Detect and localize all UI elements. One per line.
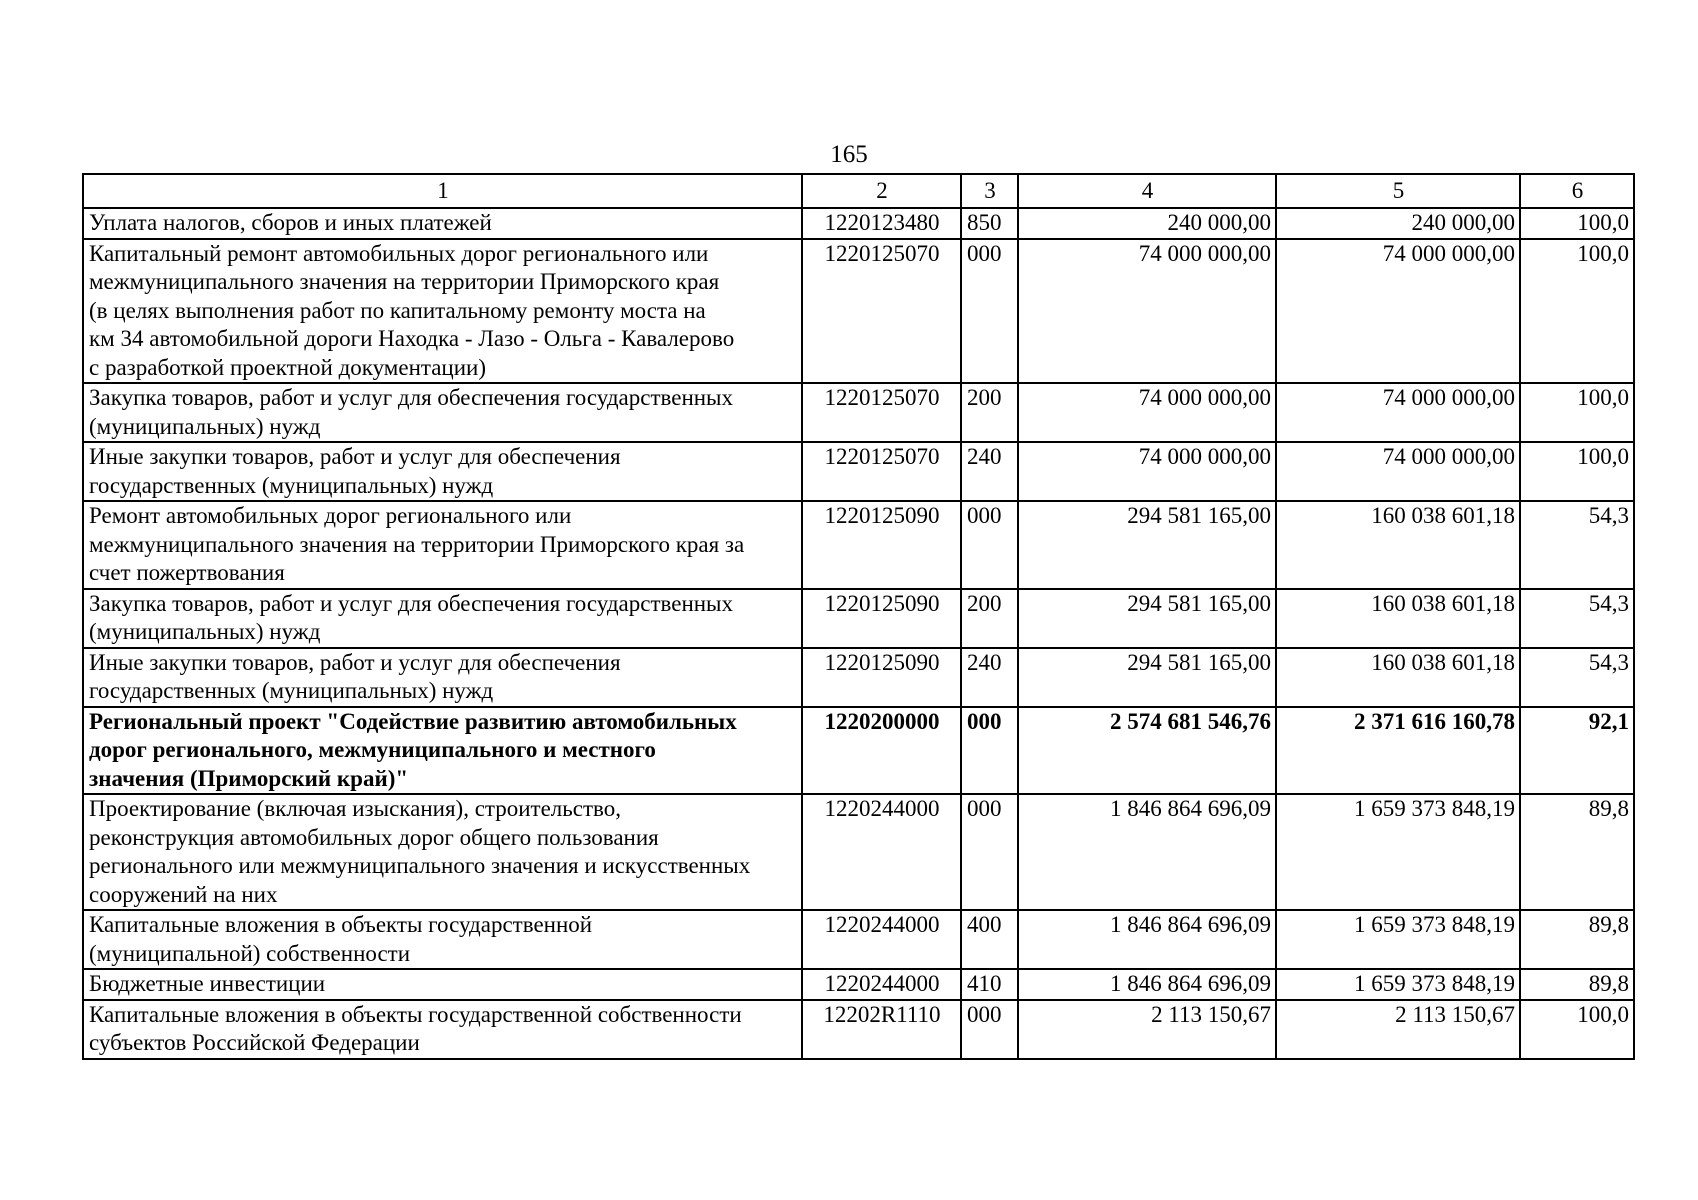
- row-kvr-cell: 410: [961, 969, 1018, 1000]
- row-percent-cell: 100,0: [1520, 239, 1634, 384]
- row-kvr-cell: 240: [961, 442, 1018, 501]
- row-name-cell: Закупка товаров, работ и услуг для обеспечения государственных (муниципальных) нужд: [83, 589, 802, 648]
- row-plan-amount-cell: 74 000 000,00: [1018, 442, 1276, 501]
- row-kvr-cell: 000: [961, 1000, 1018, 1059]
- row-code-cell: 1220123480: [802, 208, 961, 239]
- header-cell-6: 6: [1520, 174, 1634, 208]
- row-fact-amount-cell: 1 659 373 848,19: [1276, 910, 1520, 969]
- row-code-cell: 12202R1110: [802, 1000, 961, 1059]
- row-kvr-cell: 000: [961, 501, 1018, 589]
- table-row: [83, 648, 1634, 707]
- row-plan-amount-cell: 240 000,00: [1018, 208, 1276, 239]
- table-row: [83, 442, 1634, 501]
- table-header-row: [83, 174, 1634, 208]
- row-name-cell: Закупка товаров, работ и услуг для обеспечения государственных (муниципальных) нужд: [83, 383, 802, 442]
- table-row: [83, 1000, 1634, 1059]
- row-percent-cell: 89,8: [1520, 910, 1634, 969]
- row-code-cell: 1220244000: [802, 794, 961, 910]
- table-row: [83, 969, 1634, 1000]
- row-name-cell: Иные закупки товаров, работ и услуг для обеспечения государственных (муниципальных) нужд: [83, 648, 802, 707]
- row-code-cell: 1220244000: [802, 910, 961, 969]
- row-plan-amount-cell: 294 581 165,00: [1018, 648, 1276, 707]
- row-code-cell: 1220125090: [802, 648, 961, 707]
- table-row: [83, 501, 1634, 589]
- row-fact-amount-cell: 1 659 373 848,19: [1276, 794, 1520, 910]
- row-plan-amount-cell: 1 846 864 696,09: [1018, 794, 1276, 910]
- row-name-cell: Бюджетные инвестиции: [83, 969, 802, 1000]
- row-name-cell: Капитальные вложения в объекты государственной собственности субъектов Российской Федерации: [83, 1000, 802, 1059]
- row-kvr-cell: 000: [961, 239, 1018, 384]
- row-fact-amount-cell: 160 038 601,18: [1276, 589, 1520, 648]
- row-percent-cell: 100,0: [1520, 442, 1634, 501]
- row-code-cell: 1220125090: [802, 589, 961, 648]
- row-name-cell: Уплата налогов, сборов и иных платежей: [83, 208, 802, 239]
- header-cell-4: 4: [1018, 174, 1276, 208]
- row-kvr-cell: 000: [961, 794, 1018, 910]
- row-name-cell: Проектирование (включая изыскания), строительство, реконструкция автомобильных дорог общего пользования регионального или межмуниципального значения и искусственных сооружений на них: [83, 794, 802, 910]
- row-name-cell: Иные закупки товаров, работ и услуг для обеспечения государственных (муниципальных) нужд: [83, 442, 802, 501]
- row-code-cell: 1220125090: [802, 501, 961, 589]
- row-fact-amount-cell: 2 371 616 160,78: [1276, 707, 1520, 795]
- row-plan-amount-cell: 1 846 864 696,09: [1018, 910, 1276, 969]
- row-code-cell: 1220125070: [802, 239, 961, 384]
- budget-table: [82, 173, 1635, 1060]
- row-name-cell: Региональный проект "Содействие развитию автомобильных дорог регионального, межмуниципального и местного значения (Приморский край)": [83, 707, 802, 795]
- row-kvr-cell: 200: [961, 589, 1018, 648]
- row-plan-amount-cell: 74 000 000,00: [1018, 383, 1276, 442]
- header-cell-1: 1: [83, 174, 802, 208]
- page-number: 165: [830, 141, 868, 168]
- row-plan-amount-cell: 2 574 681 546,76: [1018, 707, 1276, 795]
- row-name-cell: Ремонт автомобильных дорог регионального или межмуниципального значения на территории Приморского края за счет пожертвования: [83, 501, 802, 589]
- row-plan-amount-cell: 1 846 864 696,09: [1018, 969, 1276, 1000]
- header-cell-5: 5: [1276, 174, 1520, 208]
- table-row: [83, 707, 1634, 795]
- row-fact-amount-cell: 160 038 601,18: [1276, 648, 1520, 707]
- row-code-cell: 1220125070: [802, 383, 961, 442]
- row-code-cell: 1220200000: [802, 707, 961, 795]
- row-kvr-cell: 400: [961, 910, 1018, 969]
- row-fact-amount-cell: 74 000 000,00: [1276, 442, 1520, 501]
- table-row: [83, 383, 1634, 442]
- header-cell-3: 3: [961, 174, 1018, 208]
- row-kvr-cell: 850: [961, 208, 1018, 239]
- row-percent-cell: 54,3: [1520, 648, 1634, 707]
- row-name-cell: Капитальный ремонт автомобильных дорог регионального или межмуниципального значения на территории Приморского края (в целях выполнения работ по капитальному ремонту моста на км 34 автомобильной дороги Находка - Лазо - Ольга - Кавалерово с разработкой проектной документации): [83, 239, 802, 384]
- row-fact-amount-cell: 74 000 000,00: [1276, 383, 1520, 442]
- row-fact-amount-cell: 160 038 601,18: [1276, 501, 1520, 589]
- row-plan-amount-cell: 294 581 165,00: [1018, 501, 1276, 589]
- row-percent-cell: 92,1: [1520, 707, 1634, 795]
- table-row: [83, 239, 1634, 384]
- row-code-cell: 1220125070: [802, 442, 961, 501]
- row-plan-amount-cell: 2 113 150,67: [1018, 1000, 1276, 1059]
- row-fact-amount-cell: 240 000,00: [1276, 208, 1520, 239]
- row-percent-cell: 100,0: [1520, 383, 1634, 442]
- row-kvr-cell: 000: [961, 707, 1018, 795]
- row-percent-cell: 89,8: [1520, 969, 1634, 1000]
- table-row: [83, 589, 1634, 648]
- row-fact-amount-cell: 2 113 150,67: [1276, 1000, 1520, 1059]
- row-percent-cell: 100,0: [1520, 1000, 1634, 1059]
- row-fact-amount-cell: 74 000 000,00: [1276, 239, 1520, 384]
- row-percent-cell: 54,3: [1520, 501, 1634, 589]
- row-plan-amount-cell: 294 581 165,00: [1018, 589, 1276, 648]
- table-row: [83, 794, 1634, 910]
- row-percent-cell: 100,0: [1520, 208, 1634, 239]
- row-percent-cell: 89,8: [1520, 794, 1634, 910]
- row-plan-amount-cell: 74 000 000,00: [1018, 239, 1276, 384]
- row-fact-amount-cell: 1 659 373 848,19: [1276, 969, 1520, 1000]
- table-row: [83, 910, 1634, 969]
- row-kvr-cell: 200: [961, 383, 1018, 442]
- row-name-cell: Капитальные вложения в объекты государственной (муниципальной) собственности: [83, 910, 802, 969]
- row-code-cell: 1220244000: [802, 969, 961, 1000]
- row-kvr-cell: 240: [961, 648, 1018, 707]
- header-cell-2: 2: [802, 174, 961, 208]
- table-row: [83, 208, 1634, 239]
- row-percent-cell: 54,3: [1520, 589, 1634, 648]
